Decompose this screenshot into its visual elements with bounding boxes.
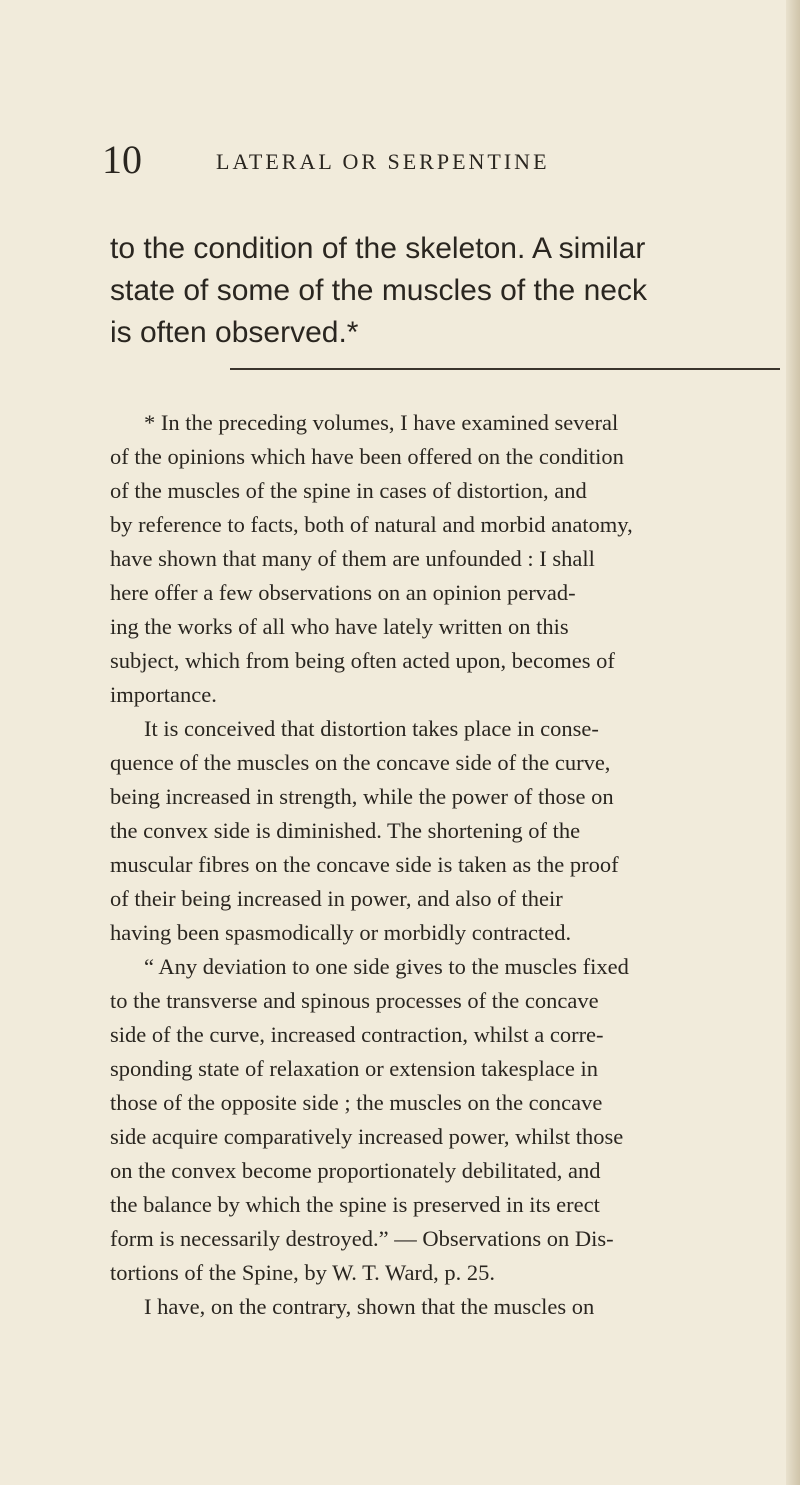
footnote-line: It is conceived that distortion takes place in conse- xyxy=(144,716,599,741)
footnote-line: muscular fibres on the concave side is taken as the proof xyxy=(110,852,619,877)
body-line: state of some of the muscles of the neck xyxy=(110,274,647,307)
footnote-line: the convex side is diminished. The shortening of the xyxy=(110,818,581,843)
page-number: 10 xyxy=(102,137,142,182)
footnote-line: of the muscles of the spine in cases of distortion, and xyxy=(110,478,587,503)
footnote-line: have shown that many of them are unfounded : I shall xyxy=(110,546,595,571)
footnote-line: “ Any deviation to one side gives to the muscles fixed xyxy=(144,954,629,979)
footnote-line: ing the works of all who have lately written on this xyxy=(110,614,569,639)
footnote-line: on the convex become proportionately debilitated, and xyxy=(110,1158,601,1183)
body-line: to the condition of the skeleton. A similar xyxy=(110,232,646,265)
footnote-line: those of the opposite side ; the muscles on the concave xyxy=(110,1090,603,1115)
footnote-line: of the opinions which have been offered on the condition xyxy=(110,444,624,469)
footnote-line: the balance by which the spine is preserved in its erect xyxy=(110,1192,600,1217)
footnote-line: being increased in strength, while the power of those on xyxy=(110,784,614,809)
footnote-line: * In the preceding volumes, I have examined several xyxy=(144,410,619,435)
footnote xyxy=(110,406,782,1324)
body-paragraph xyxy=(110,228,780,354)
page-edge xyxy=(786,0,800,1485)
footnote-line: of their being increased in power, and also of their xyxy=(110,886,563,911)
body-line: is often observed.* xyxy=(110,316,359,349)
footnote-line: form is necessarily destroyed.” — Observations on Dis- xyxy=(110,1226,614,1251)
footnote-line: to the transverse and spinous processes of the concave xyxy=(110,988,599,1013)
footnote-line: having been spasmodically or morbidly contracted. xyxy=(110,920,572,945)
footnote-line: I have, on the contrary, shown that the muscles on xyxy=(144,1294,595,1319)
footnote-line: importance. xyxy=(110,682,217,707)
footnote-line: subject, which from being often acted upon, becomes of xyxy=(110,648,615,673)
footnote-line: quence of the muscles on the concave side of the curve, xyxy=(110,750,611,775)
running-head: LATERAL OR SERPENTINE xyxy=(216,149,550,174)
footnote-divider xyxy=(230,368,780,370)
footnote-line: by reference to facts, both of natural and morbid anatomy, xyxy=(110,512,633,537)
footnote-line: here offer a few observations on an opinion pervad- xyxy=(110,580,576,605)
page-header xyxy=(0,130,800,190)
footnote-line: tortions of the Spine, by W. T. Ward, p. 25. xyxy=(110,1260,496,1285)
footnote-line: side of the curve, increased contraction, whilst a corre- xyxy=(110,1022,604,1047)
footnote-line: side acquire comparatively increased power, whilst those xyxy=(110,1124,624,1149)
footnote-line: sponding state of relaxation or extension takesplace in xyxy=(110,1056,598,1081)
